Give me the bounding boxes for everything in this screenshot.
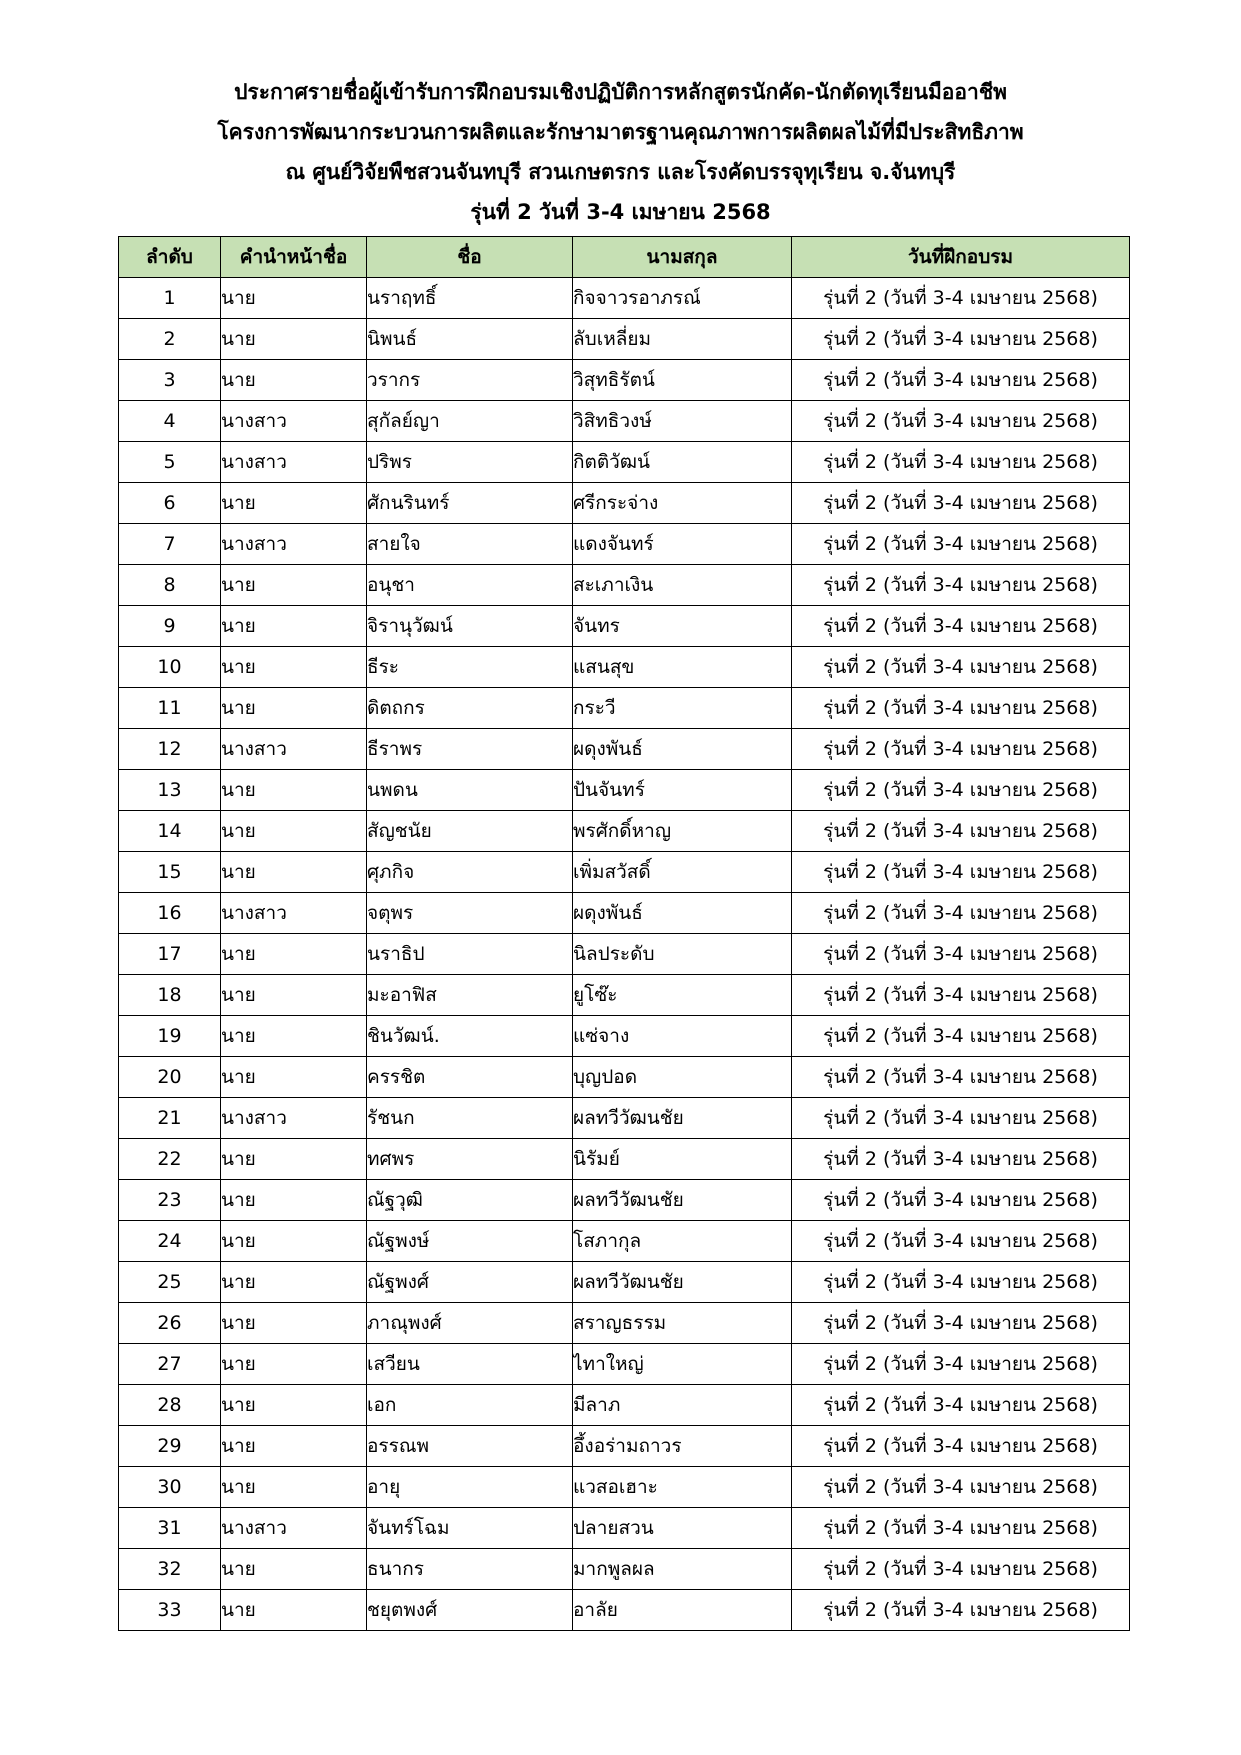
cell-first-name: จิรานุวัฒน์	[367, 606, 573, 647]
table-row	[119, 893, 1130, 934]
cell-training-date: รุ่นที่ 2 (วันที่ 3-4 เมษายน 2568)	[792, 401, 1130, 442]
cell-last-name: สะเภาเงิน	[573, 565, 792, 606]
document-title	[0, 72, 1241, 232]
table-row	[119, 606, 1130, 647]
cell-order: 33	[119, 1590, 221, 1631]
cell-order: 11	[119, 688, 221, 729]
cell-last-name: บุญปอด	[573, 1057, 792, 1098]
title-line-3: ณ ศูนย์วิจัยพืชสวนจันทบุรี สวนเกษตรกร และโรงคัดบรรจุทุเรียน จ.จันทบุรี	[285, 160, 956, 184]
cell-prefix: นาย	[221, 565, 367, 606]
table-row	[119, 1221, 1130, 1262]
table-row	[119, 1303, 1130, 1344]
cell-prefix: นาย	[221, 360, 367, 401]
cell-order: 8	[119, 565, 221, 606]
cell-first-name: จตุพร	[367, 893, 573, 934]
cell-order: 5	[119, 442, 221, 483]
cell-order: 6	[119, 483, 221, 524]
cell-training-date: รุ่นที่ 2 (วันที่ 3-4 เมษายน 2568)	[792, 1098, 1130, 1139]
cell-first-name: นราธิป	[367, 934, 573, 975]
cell-training-date: รุ่นที่ 2 (วันที่ 3-4 เมษายน 2568)	[792, 1549, 1130, 1590]
table-row	[119, 1262, 1130, 1303]
table-row	[119, 729, 1130, 770]
cell-prefix: นาย	[221, 1549, 367, 1590]
cell-training-date: รุ่นที่ 2 (วันที่ 3-4 เมษายน 2568)	[792, 1139, 1130, 1180]
cell-prefix: นาย	[221, 811, 367, 852]
cell-first-name: ศักนรินทร์	[367, 483, 573, 524]
cell-order: 3	[119, 360, 221, 401]
cell-last-name: ผลทวีวัฒนชัย	[573, 1180, 792, 1221]
table-row	[119, 1180, 1130, 1221]
cell-order: 20	[119, 1057, 221, 1098]
cell-first-name: ดิตถกร	[367, 688, 573, 729]
table-row	[119, 524, 1130, 565]
cell-prefix: นางสาว	[221, 893, 367, 934]
cell-first-name: ศุภกิจ	[367, 852, 573, 893]
cell-first-name: ชินวัฒน์.	[367, 1016, 573, 1057]
cell-order: 9	[119, 606, 221, 647]
table-row	[119, 688, 1130, 729]
cell-training-date: รุ่นที่ 2 (วันที่ 3-4 เมษายน 2568)	[792, 1180, 1130, 1221]
cell-last-name: นิลประดับ	[573, 934, 792, 975]
cell-last-name: แวสอเฮาะ	[573, 1467, 792, 1508]
title-line-4: รุ่นที่ 2 วันที่ 3-4 เมษายน 2568	[470, 200, 771, 224]
table-row	[119, 1590, 1130, 1631]
cell-first-name: ธีระ	[367, 647, 573, 688]
cell-prefix: นางสาว	[221, 1508, 367, 1549]
table-row	[119, 975, 1130, 1016]
cell-prefix: นาย	[221, 1221, 367, 1262]
cell-training-date: รุ่นที่ 2 (วันที่ 3-4 เมษายน 2568)	[792, 811, 1130, 852]
cell-last-name: กิจจาวรอาภรณ์	[573, 278, 792, 319]
cell-prefix: นาย	[221, 1590, 367, 1631]
cell-order: 25	[119, 1262, 221, 1303]
participant-table	[118, 236, 1130, 1631]
cell-last-name: พรศักดิ์หาญ	[573, 811, 792, 852]
cell-last-name: โสภากุล	[573, 1221, 792, 1262]
table-body	[119, 278, 1130, 1631]
cell-first-name: ทศพร	[367, 1139, 573, 1180]
cell-prefix: นาย	[221, 319, 367, 360]
cell-prefix: นาย	[221, 1016, 367, 1057]
table-header-row	[119, 237, 1130, 278]
cell-order: 12	[119, 729, 221, 770]
cell-prefix: นาย	[221, 1139, 367, 1180]
cell-prefix: นาย	[221, 606, 367, 647]
cell-prefix: นาย	[221, 647, 367, 688]
cell-training-date: รุ่นที่ 2 (วันที่ 3-4 เมษายน 2568)	[792, 442, 1130, 483]
cell-order: 30	[119, 1467, 221, 1508]
cell-first-name: ชยุตพงศ์	[367, 1590, 573, 1631]
cell-prefix: นาย	[221, 1385, 367, 1426]
cell-first-name: นพดน	[367, 770, 573, 811]
cell-prefix: นาย	[221, 1057, 367, 1098]
cell-last-name: เพิ่มสวัสดิ์	[573, 852, 792, 893]
cell-first-name: นราฤทธิ์	[367, 278, 573, 319]
table-row	[119, 934, 1130, 975]
cell-order: 14	[119, 811, 221, 852]
cell-last-name: แซ่จาง	[573, 1016, 792, 1057]
cell-last-name: จันทร	[573, 606, 792, 647]
cell-first-name: ธนากร	[367, 1549, 573, 1590]
cell-prefix: นางสาว	[221, 524, 367, 565]
cell-first-name: เอก	[367, 1385, 573, 1426]
cell-last-name: กระวี	[573, 688, 792, 729]
table-row	[119, 1426, 1130, 1467]
cell-first-name: อายุ	[367, 1467, 573, 1508]
cell-last-name: มีลาภ	[573, 1385, 792, 1426]
table-row	[119, 1344, 1130, 1385]
cell-first-name: ณัฐพงศ์	[367, 1262, 573, 1303]
cell-prefix: นางสาว	[221, 401, 367, 442]
table-row	[119, 1057, 1130, 1098]
cell-order: 18	[119, 975, 221, 1016]
cell-first-name: นิพนธ์	[367, 319, 573, 360]
cell-first-name: ปริพร	[367, 442, 573, 483]
table-row	[119, 1508, 1130, 1549]
cell-order: 26	[119, 1303, 221, 1344]
cell-last-name: มากพูลผล	[573, 1549, 792, 1590]
cell-order: 7	[119, 524, 221, 565]
cell-training-date: รุ่นที่ 2 (วันที่ 3-4 เมษายน 2568)	[792, 1057, 1130, 1098]
table-row	[119, 811, 1130, 852]
cell-training-date: รุ่นที่ 2 (วันที่ 3-4 เมษายน 2568)	[792, 1590, 1130, 1631]
cell-prefix: นาย	[221, 1467, 367, 1508]
cell-last-name: แสนสุข	[573, 647, 792, 688]
cell-last-name: วิสิทธิวงษ์	[573, 401, 792, 442]
cell-order: 2	[119, 319, 221, 360]
cell-order: 29	[119, 1426, 221, 1467]
table-row	[119, 1139, 1130, 1180]
cell-training-date: รุ่นที่ 2 (วันที่ 3-4 เมษายน 2568)	[792, 893, 1130, 934]
cell-training-date: รุ่นที่ 2 (วันที่ 3-4 เมษายน 2568)	[792, 319, 1130, 360]
table-row	[119, 442, 1130, 483]
table-row	[119, 360, 1130, 401]
table-row	[119, 278, 1130, 319]
cell-last-name: อึ้งอร่ามถาวร	[573, 1426, 792, 1467]
cell-order: 19	[119, 1016, 221, 1057]
cell-first-name: ณัฐพงษ์	[367, 1221, 573, 1262]
cell-training-date: รุ่นที่ 2 (วันที่ 3-4 เมษายน 2568)	[792, 1385, 1130, 1426]
table-row	[119, 1385, 1130, 1426]
cell-training-date: รุ่นที่ 2 (วันที่ 3-4 เมษายน 2568)	[792, 360, 1130, 401]
cell-prefix: นางสาว	[221, 729, 367, 770]
cell-first-name: อรรณพ	[367, 1426, 573, 1467]
cell-first-name: เสวียน	[367, 1344, 573, 1385]
cell-last-name: ลับเหลี่ยม	[573, 319, 792, 360]
cell-training-date: รุ่นที่ 2 (วันที่ 3-4 เมษายน 2568)	[792, 606, 1130, 647]
cell-order: 24	[119, 1221, 221, 1262]
cell-last-name: ผลทวีวัฒนชัย	[573, 1098, 792, 1139]
cell-order: 32	[119, 1549, 221, 1590]
cell-last-name: สราญธรรม	[573, 1303, 792, 1344]
cell-training-date: รุ่นที่ 2 (วันที่ 3-4 เมษายน 2568)	[792, 729, 1130, 770]
cell-order: 22	[119, 1139, 221, 1180]
cell-order: 13	[119, 770, 221, 811]
cell-prefix: นาย	[221, 688, 367, 729]
cell-last-name: ยูโซ๊ะ	[573, 975, 792, 1016]
cell-last-name: ผดุงพันธ์	[573, 729, 792, 770]
cell-prefix: นาย	[221, 1180, 367, 1221]
cell-prefix: นาย	[221, 770, 367, 811]
cell-last-name: ไทาใหญ่	[573, 1344, 792, 1385]
cell-prefix: นาย	[221, 975, 367, 1016]
cell-order: 15	[119, 852, 221, 893]
cell-order: 4	[119, 401, 221, 442]
cell-training-date: รุ่นที่ 2 (วันที่ 3-4 เมษายน 2568)	[792, 688, 1130, 729]
cell-prefix: นางสาว	[221, 1098, 367, 1139]
cell-first-name: อนุชา	[367, 565, 573, 606]
cell-first-name: สุกัลย์ญา	[367, 401, 573, 442]
cell-order: 1	[119, 278, 221, 319]
cell-training-date: รุ่นที่ 2 (วันที่ 3-4 เมษายน 2568)	[792, 524, 1130, 565]
cell-prefix: นางสาว	[221, 442, 367, 483]
cell-order: 17	[119, 934, 221, 975]
cell-training-date: รุ่นที่ 2 (วันที่ 3-4 เมษายน 2568)	[792, 278, 1130, 319]
cell-first-name: ธีราพร	[367, 729, 573, 770]
table-row	[119, 852, 1130, 893]
cell-last-name: ปันจันทร์	[573, 770, 792, 811]
table-row	[119, 770, 1130, 811]
cell-first-name: สัญชนัย	[367, 811, 573, 852]
cell-prefix: นาย	[221, 483, 367, 524]
cell-order: 16	[119, 893, 221, 934]
cell-first-name: ครรชิต	[367, 1057, 573, 1098]
cell-training-date: รุ่นที่ 2 (วันที่ 3-4 เมษายน 2568)	[792, 1508, 1130, 1549]
cell-prefix: นาย	[221, 278, 367, 319]
cell-last-name: กิตติวัฒน์	[573, 442, 792, 483]
table-row	[119, 1098, 1130, 1139]
cell-last-name: ผลทวีวัฒนชัย	[573, 1262, 792, 1303]
cell-first-name: รัชนก	[367, 1098, 573, 1139]
cell-last-name: ศรีกระจ่าง	[573, 483, 792, 524]
cell-first-name: มะอาฟิส	[367, 975, 573, 1016]
table-row	[119, 1467, 1130, 1508]
cell-first-name: ภาณุพงศ์	[367, 1303, 573, 1344]
cell-prefix: นาย	[221, 1426, 367, 1467]
cell-prefix: นาย	[221, 852, 367, 893]
cell-training-date: รุ่นที่ 2 (วันที่ 3-4 เมษายน 2568)	[792, 1262, 1130, 1303]
table-row	[119, 1016, 1130, 1057]
cell-first-name: สายใจ	[367, 524, 573, 565]
cell-prefix: นาย	[221, 1344, 367, 1385]
cell-last-name: นิรัมย์	[573, 1139, 792, 1180]
cell-order: 23	[119, 1180, 221, 1221]
cell-last-name: ผดุงพันธ์	[573, 893, 792, 934]
cell-training-date: รุ่นที่ 2 (วันที่ 3-4 เมษายน 2568)	[792, 1426, 1130, 1467]
cell-last-name: แดงจันทร์	[573, 524, 792, 565]
cell-training-date: รุ่นที่ 2 (วันที่ 3-4 เมษายน 2568)	[792, 1344, 1130, 1385]
cell-training-date: รุ่นที่ 2 (วันที่ 3-4 เมษายน 2568)	[792, 770, 1130, 811]
table-row	[119, 1549, 1130, 1590]
title-line-2: โครงการพัฒนากระบวนการผลิตและรักษามาตรฐานคุณภาพการผลิตผลไม้ที่มีประสิทธิภาพ	[217, 120, 1024, 144]
cell-order: 27	[119, 1344, 221, 1385]
cell-training-date: รุ่นที่ 2 (วันที่ 3-4 เมษายน 2568)	[792, 1467, 1130, 1508]
table-row	[119, 565, 1130, 606]
column-header-last-name: นามสกุล	[573, 237, 792, 278]
cell-prefix: นาย	[221, 934, 367, 975]
column-header-prefix: คำนำหน้าชื่อ	[221, 237, 367, 278]
cell-training-date: รุ่นที่ 2 (วันที่ 3-4 เมษายน 2568)	[792, 1016, 1130, 1057]
cell-training-date: รุ่นที่ 2 (วันที่ 3-4 เมษายน 2568)	[792, 934, 1130, 975]
table-row	[119, 401, 1130, 442]
table-row	[119, 319, 1130, 360]
cell-first-name: ณัฐวุฒิ	[367, 1180, 573, 1221]
cell-last-name: ปลายสวน	[573, 1508, 792, 1549]
title-line-1: ประกาศรายชื่อผู้เข้ารับการฝึกอบรมเชิงปฏิบัติการหลักสูตรนักคัด-นักตัดทุเรียนมืออาชีพ	[234, 80, 1007, 104]
cell-last-name: วิสุทธิรัตน์	[573, 360, 792, 401]
cell-order: 28	[119, 1385, 221, 1426]
table-row	[119, 483, 1130, 524]
cell-training-date: รุ่นที่ 2 (วันที่ 3-4 เมษายน 2568)	[792, 975, 1130, 1016]
table-row	[119, 647, 1130, 688]
cell-first-name: จันทร์โฉม	[367, 1508, 573, 1549]
cell-prefix: นาย	[221, 1303, 367, 1344]
cell-last-name: อาลัย	[573, 1590, 792, 1631]
column-header-first-name: ชื่อ	[367, 237, 573, 278]
cell-order: 10	[119, 647, 221, 688]
cell-training-date: รุ่นที่ 2 (วันที่ 3-4 เมษายน 2568)	[792, 565, 1130, 606]
cell-prefix: นาย	[221, 1262, 367, 1303]
table-header	[119, 237, 1130, 278]
cell-first-name: วรากร	[367, 360, 573, 401]
cell-order: 21	[119, 1098, 221, 1139]
cell-training-date: รุ่นที่ 2 (วันที่ 3-4 เมษายน 2568)	[792, 647, 1130, 688]
cell-training-date: รุ่นที่ 2 (วันที่ 3-4 เมษายน 2568)	[792, 1221, 1130, 1262]
column-header-order: ลำดับ	[119, 237, 221, 278]
cell-training-date: รุ่นที่ 2 (วันที่ 3-4 เมษายน 2568)	[792, 1303, 1130, 1344]
column-header-training-date: วันที่ฝึกอบรม	[792, 237, 1130, 278]
cell-training-date: รุ่นที่ 2 (วันที่ 3-4 เมษายน 2568)	[792, 483, 1130, 524]
cell-training-date: รุ่นที่ 2 (วันที่ 3-4 เมษายน 2568)	[792, 852, 1130, 893]
cell-order: 31	[119, 1508, 221, 1549]
